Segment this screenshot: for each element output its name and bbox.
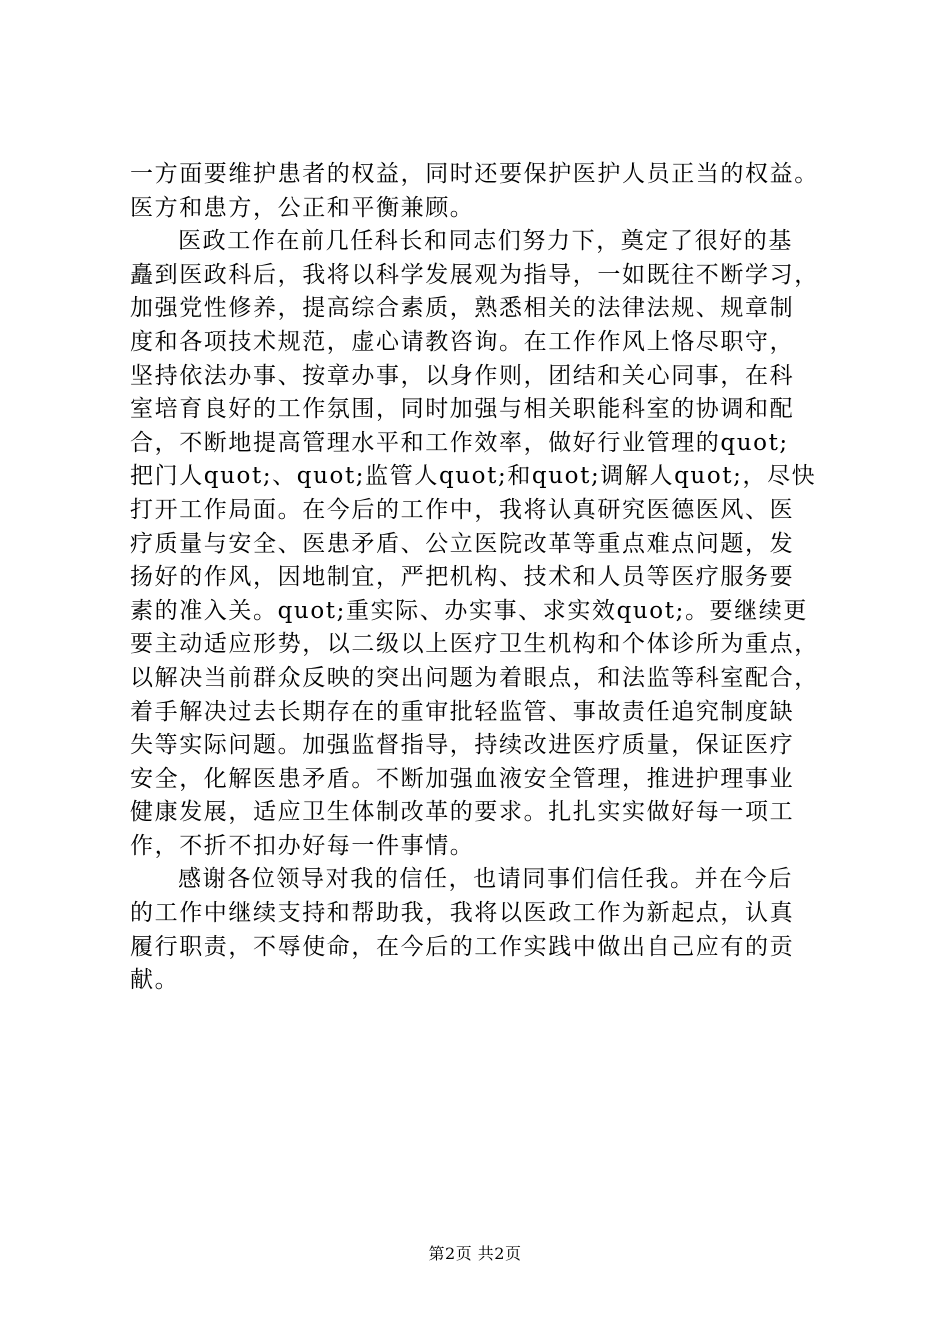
- text-line: 要主动适应形势，以二级以上医疗卫生机构和个体诊所为重点，: [130, 631, 819, 658]
- text-line: 矗到医政科后，我将以科学发展观为指导，一如既往不断学习，: [130, 261, 819, 288]
- text-line: 医政工作在前几任科长和同志们努力下，奠定了很好的基: [178, 228, 793, 255]
- text-line: 度和各项技术规范，虚心请教咨询。在工作作风上恪尽职守，: [130, 328, 795, 355]
- text-line: 一方面要维护患者的权益，同时还要保护医护人员正当的权益。: [130, 161, 819, 187]
- text-line: 履行职责，不辱使命，在今后的工作实践中做出自己应有的贡: [130, 933, 795, 960]
- text-line: 疗质量与安全、医患矛盾、公立医院改革等重点难点问题，发: [130, 530, 795, 557]
- text-line: 的工作中继续支持和帮助我，我将以医政工作为新起点，认真: [130, 900, 795, 927]
- text-line: 以解决当前群众反映的突出问题为着眼点，和法监等科室配合，: [130, 664, 819, 691]
- text-line: 医方和患方，公正和平衡兼顾。: [130, 194, 475, 221]
- text-line: 加强党性修养，提高综合素质，熟悉相关的法律法规、规章制: [130, 295, 795, 322]
- page-number: 第2页 共2页: [428, 1244, 522, 1263]
- text-line: 献。: [130, 967, 180, 994]
- text-line: 着手解决过去长期存在的重审批轻监管、事故责任追究制度缺: [130, 698, 795, 725]
- paragraph-work-plan: [130, 225, 850, 863]
- text-line: 失等实际问题。加强监督指导，持续改进医疗质量，保证医疗: [130, 732, 795, 759]
- text-line: 作，不折不扣办好每一件事情。: [130, 832, 475, 859]
- page-footer: [0, 1244, 950, 1264]
- text-line: 健康发展，适应卫生体制改革的要求。扎扎实实做好每一项工: [130, 799, 795, 826]
- document-body: [130, 158, 850, 998]
- text-line: 安全，化解医患矛盾。不断加强血液安全管理，推进护理事业: [130, 765, 795, 792]
- text-line: 打开工作局面。在今后的工作中，我将认真研究医德医风、医: [130, 496, 795, 523]
- text-line: 扬好的作风，因地制宜，严把机构、技术和人员等医疗服务要: [130, 564, 795, 591]
- text-line: 室培育良好的工作氛围，同时加强与相关职能科室的协调和配: [130, 396, 795, 423]
- paragraph-rights: [130, 158, 850, 225]
- text-line: 把门人quot;、quot;监管人quot;和quot;调解人quot;，尽快: [130, 463, 817, 490]
- text-line: 感谢各位领导对我的信任，也请同事们信任我。并在今后: [178, 866, 793, 893]
- text-line: 素的准入关。quot;重实际、办实事、求实效quot;。要继续更: [130, 597, 808, 624]
- paragraph-thanks: [130, 863, 850, 997]
- text-line: 合，不断地提高管理水平和工作效率，做好行业管理的quot;: [130, 429, 789, 456]
- text-line: 坚持依法办事、按章办事，以身作则，团结和关心同事，在科: [130, 362, 795, 389]
